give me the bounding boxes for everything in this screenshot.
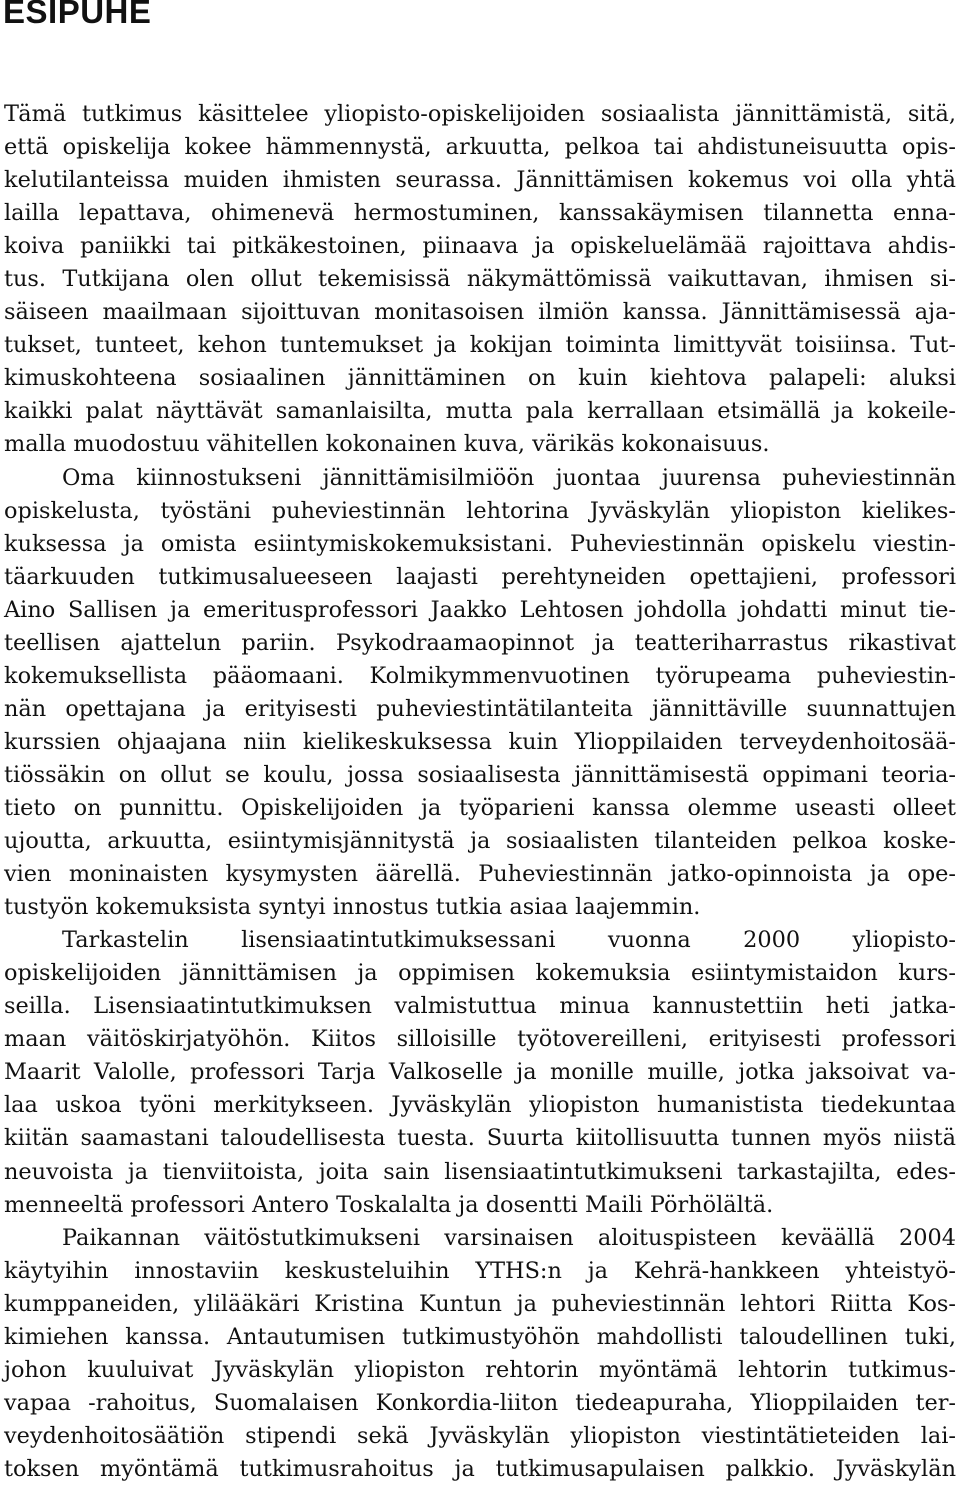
text-line: Aino Sallisen ja emeritusprofessori Jaakko Lehtosen johdolla johdatti minut tie- <box>4 596 956 623</box>
text-line: säiseen maailmaan sijoittuvan monitasoisen ilmiön kanssa. Jännittämisessä aja- <box>4 299 956 326</box>
text-line: tustyön kokemuksista syntyi innostus tutkia asiaa laajemmin. <box>4 894 701 921</box>
text-line: tukset, tunteet, kehon tuntemukset ja kokijan toiminta limittyvät toisiinsa. Tut- <box>4 332 956 359</box>
body-text <box>4 98 956 1486</box>
text-line: neuvoista ja tienviitoista, joita sain lisensiaatintutkimukseni tarkastajilta, edes- <box>4 1158 956 1185</box>
text-line: seilla. Lisensiaatintutkimuksen valmistuttua minua kannustettiin heti jatka- <box>4 993 956 1020</box>
text-line: että opiskelija kokee hämmennystä, arkuutta, pelkoa tai ahdistuneisuutta opis- <box>4 134 956 161</box>
text-line: vapaa -rahoitus, Suomalaisen Konkordia-liiton tiedeapuraha, Ylioppilaiden ter- <box>4 1389 956 1416</box>
text-line: kelutilanteissa muiden ihmisten seurassa. Jännittämisen kokemus voi olla yhtä <box>4 167 956 194</box>
text-line: malla muodostuu vähitellen kokonainen kuva, värikäs kokonaisuus. <box>4 431 770 458</box>
text-line: johon kuuluivat Jyväskylän yliopiston rehtorin myöntämä lehtorin tutkimus- <box>4 1356 956 1383</box>
text-line: veydenhoitosäätiön stipendi sekä Jyväskylän yliopiston viestintätieteiden lai- <box>4 1422 956 1449</box>
text-line: tiössäkin on ollut se koulu, jossa sosiaalisesta jännittämisestä oppimani teoria- <box>4 761 956 788</box>
text-line: tieto on punnittu. Opiskelijoiden ja työparieni kanssa olemme useasti olleet <box>4 794 956 821</box>
text-line: tus. Tutkijana olen ollut tekemisissä näkymättömissä vaikuttavan, ihmisen si- <box>4 266 956 293</box>
text-line: kumppaneiden, ylilääkäri Kristina Kuntun ja puheviestinnän lehtori Riitta Kos- <box>4 1290 956 1317</box>
text-line: opiskelijoiden jännittämisen ja oppimisen kokemuksia esiintymistaidon kurs- <box>4 960 956 987</box>
text-line: vien moninaisten kysymysten äärellä. Puheviestinnän jatko-opinnoista ja ope- <box>4 861 956 888</box>
text-line: kaikki palat näyttävät samanlaisilta, mutta pala kerrallaan etsimällä ja kokeile- <box>4 398 956 425</box>
text-line: toksen myöntämä tutkimusrahoitus ja tutkimusapulaisen palkkio. Jyväskylän <box>4 1455 956 1482</box>
text-line: laa uskoa työni merkitykseen. Jyväskylän yliopiston humanistista tiedekuntaa <box>4 1092 956 1119</box>
text-line: teellisen ajattelun pariin. Psykodraamaopinnot ja teatteriharrastus rikastivat <box>4 629 956 656</box>
text-line: lailla lepattava, ohimenevä hermostuminen, kanssakäymisen tilannetta enna- <box>4 200 956 227</box>
text-line: koiva paniikki tai pitkäkestoinen, piinaava ja opiskeluelämää rajoittava ahdis- <box>4 233 956 260</box>
text-line: Tarkastelin lisensiaatintutkimuksessani vuonna 2000 yliopisto- <box>62 927 956 954</box>
text-line: kiitän saamastani taloudellisesta tuesta. Suurta kiitollisuutta tunnen myös niistä <box>4 1125 956 1152</box>
text-line: Tämä tutkimus käsittelee yliopisto-opiskelijoiden sosiaalista jännittämistä, sitä, <box>4 101 956 127</box>
text-line: maan väitöskirjatyöhön. Kiitos silloisille työtovereilleni, erityisesti professori <box>4 1026 956 1053</box>
text-line: menneeltä professori Antero Toskalalta ja dosentti Maili Pörhölältä. <box>4 1191 774 1218</box>
text-line: kimiehen kanssa. Antautumisen tutkimustyöhön mahdollisti taloudellinen tuki, <box>4 1323 956 1350</box>
text-line: kuksessa ja omista esiintymiskokemuksistani. Puheviestinnän opiskelu viestin- <box>4 530 956 557</box>
text-line: Maarit Valolle, professori Tarja Valkoselle ja monille muille, jotka jaksoivat va- <box>4 1059 956 1086</box>
text-line: Oma kiinnostukseni jännittämisilmiöön juontaa juurensa puheviestinnän <box>62 464 956 491</box>
text-line: täarkuuden tutkimusalueeseen laajasti perehtyneiden opettajieni, professori <box>4 563 956 590</box>
text-line: nän opettajana ja erityisesti puheviestintätilanteita jännittäville suunnattujen <box>4 695 956 722</box>
text-line: kokemuksellista pääomaani. Kolmikymmenvuotinen työrupeama puheviestin- <box>4 662 956 689</box>
text-line: opiskelusta, työstäni puheviestinnän lehtorina Jyväskylän yliopiston kielikes- <box>4 497 956 524</box>
text-line: ujoutta, arkuutta, esiintymisjännitystä ja sosiaalisten tilanteiden pelkoa koske- <box>4 828 956 855</box>
text-line: kurssien ohjaajana niin kielikeskuksessa kuin Ylioppilaiden terveydenhoitosää- <box>4 728 956 755</box>
text-line: kimuskohteena sosiaalinen jännittäminen on kuin kiehtova palapeli: aluksi <box>4 365 956 392</box>
page-title: ESIPUHE <box>3 0 152 30</box>
text-line: käytyihin innostaviin keskusteluihin YTHS:n ja Kehrä-hankkeen yhteistyö- <box>4 1257 956 1284</box>
text-line: Paikannan väitöstutkimukseni varsinaisen aloituspisteen keväällä 2004 <box>62 1224 956 1251</box>
